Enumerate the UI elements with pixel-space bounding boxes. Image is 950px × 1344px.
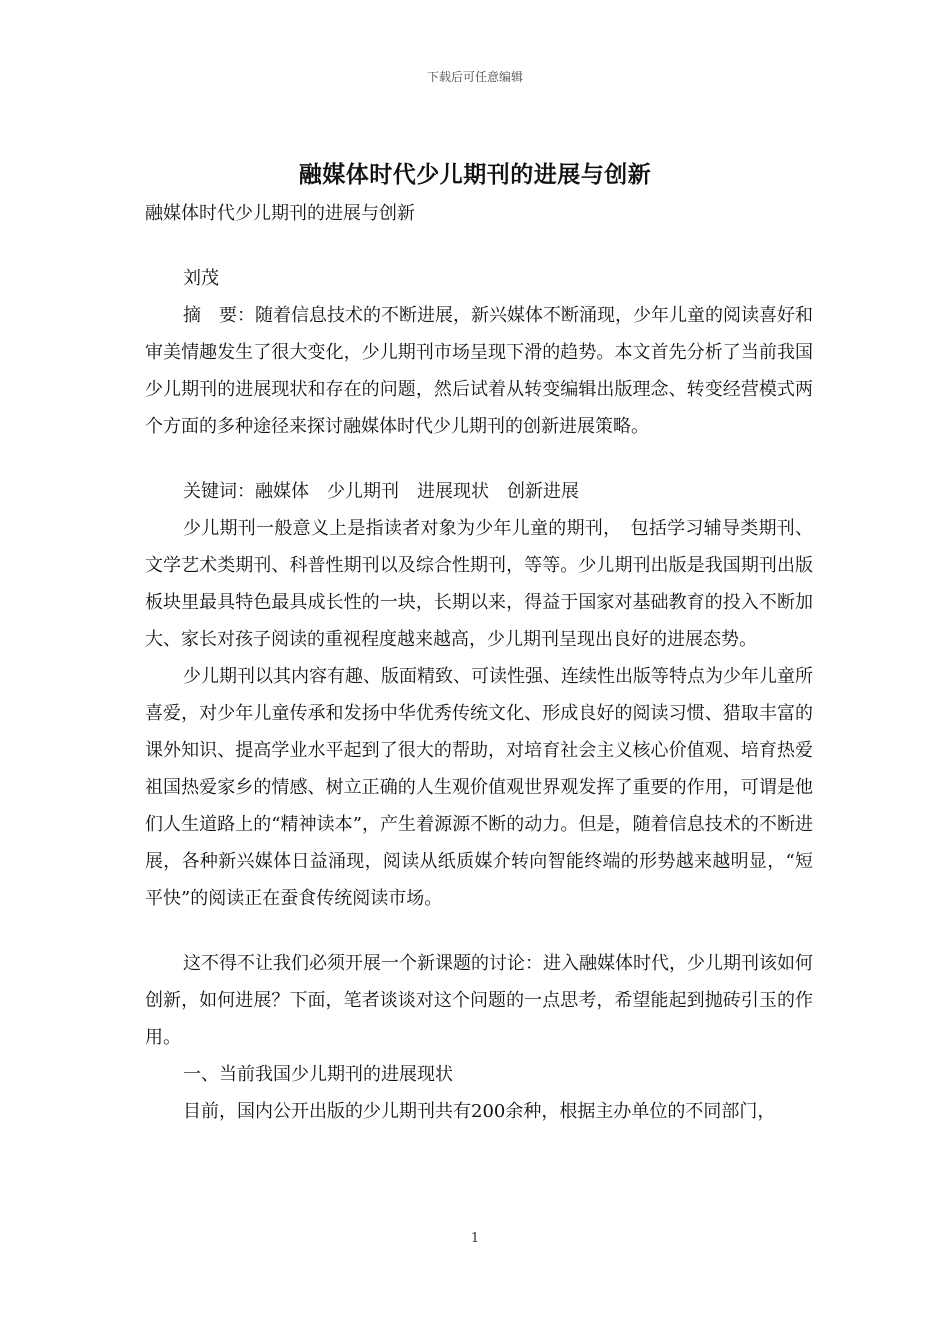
- body-paragraph: 少儿期刊一般意义上是指读者对象为少年儿童的期刊， 包括学习辅导类期刊、文学艺术类期刊、科普性期刊以及综合性期刊，等等。少儿期刊出版是我国期刊出版板块里最具特色最具成长性的一块，长期以来，得益于国家对基础教育的投入不断加大、家长对孩子阅读的重视程度越来越高，少儿期刊呈现出良好的进展态势。: [145, 518, 813, 650]
- body-paragraph: 目前，国内公开出版的少儿期刊共有200余种，根据主办单位的不同部门，: [183, 1101, 776, 1122]
- subtitle: 融媒体时代少儿期刊的进展与创新: [145, 203, 415, 224]
- body-paragraph: 少儿期刊以其内容有趣、版面精致、可读性强、连续性出版等特点为少年儿童所喜爱，对少年儿童传承和发扬中华优秀传统文化、形成良好的阅读习惯、猎取丰富的课外知识、提高学业水平起到了很大的帮助，对培育社会主义核心价值观、培育热爱祖国热爱家乡的情感、树立正确的人生观价值观世界观发挥了重要的作用，可谓是他们人生道路上的“精神读本”，产生着源源不断的动力。但是，随着信息技术的不断进展，各种新兴媒体日益涌现，阅读从纸质媒介转向智能终端的形势越来越明显，“短平快”的阅读正在蚕食传统阅读市场。: [145, 666, 813, 909]
- body-paragraph: 这不得不让我们必须开展一个新课题的讨论：进入融媒体时代，少儿期刊该如何创新，如何进展？下面，笔者谈谈对这个问题的一点思考，希望能起到抛砖引玉的作用。: [145, 953, 813, 1048]
- page-number: 1: [470, 1231, 480, 1246]
- spacer: [145, 917, 813, 945]
- document-body: [145, 195, 813, 1130]
- spacer: [145, 232, 813, 260]
- section-heading: 一、当前我国少儿期刊的进展现状: [183, 1064, 453, 1085]
- spacer: [145, 445, 813, 473]
- author: 刘茂: [183, 268, 219, 289]
- document-title: 融媒体时代少儿期刊的进展与创新: [298, 161, 652, 188]
- page-header: 下载后可任意编辑: [426, 70, 523, 84]
- keywords: 关键词：融媒体 少儿期刊 进展现状 创新进展: [183, 481, 579, 502]
- abstract: 摘 要：随着信息技术的不断进展，新兴媒体不断涌现，少年儿童的阅读喜好和审美情趣发生了很大变化，少儿期刊市场呈现下滑的趋势。本文首先分析了当前我国少儿期刊的进展现状和存在的问题，然后试着从转变编辑出版理念、转变经营模式两个方面的多种途径来探讨融媒体时代少儿期刊的创新进展策略。: [145, 305, 813, 437]
